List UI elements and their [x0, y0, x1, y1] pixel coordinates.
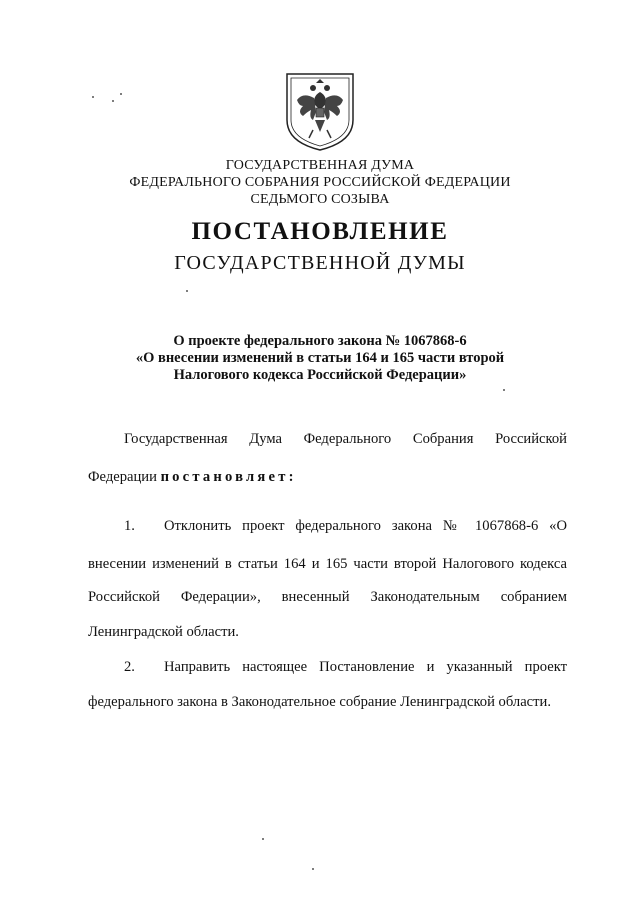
item-1-text-line-1: Отклонить проект федерального закона № 1067868-6 «О	[164, 518, 567, 534]
scan-speck	[112, 100, 114, 102]
header-line-1: ГОСУДАРСТВЕННАЯ ДУМА	[225, 158, 415, 173]
preamble-line-1: Государственная Дума Федерального Собрания Российской	[124, 431, 567, 447]
item-1-text-line-4: Ленинградской области.	[88, 624, 239, 640]
item-2-text-line-1: Направить настоящее Постановление и указанный проект	[164, 659, 567, 675]
item-2-text-line-2: федерального закона в Законодательное собрание Ленинградской области.	[88, 694, 551, 710]
header-line-3: СЕДЬМОГО СОЗЫВА	[250, 192, 390, 207]
item-2-line-1	[124, 659, 567, 676]
scan-speck	[92, 96, 94, 98]
item-1-text-line-3: Российской Федерации», внесенный Законодательным собранием	[88, 589, 567, 605]
scan-speck	[120, 93, 122, 95]
preamble-decision-word: постановляет:	[160, 469, 297, 485]
header-line-2: ФЕДЕРАЛЬНОГО СОБРАНИЯ РОССИЙСКОЙ ФЕДЕРАЦИИ	[129, 175, 511, 190]
item-2-number: 2.	[124, 659, 135, 675]
document-title: ПОСТАНОВЛЕНИЕ	[191, 218, 449, 245]
coat-of-arms-emblem	[283, 70, 357, 152]
scan-speck	[262, 838, 264, 840]
scan-speck	[312, 868, 314, 870]
subject-line-2: «О внесении изменений в статьи 164 и 165 части второй	[135, 350, 505, 366]
subject-line-1: О проекте федерального закона № 1067868-6	[173, 333, 467, 349]
scan-speck	[186, 290, 188, 292]
item-1-text-line-2: внесении изменений в статьи 164 и 165 части второй Налогового кодекса	[88, 556, 567, 572]
scan-speck	[503, 389, 505, 391]
subject-line-3: Налогового кодекса Российской Федерации»	[173, 367, 467, 383]
preamble-line-2	[88, 469, 567, 486]
item-1-line-1	[124, 518, 567, 535]
preamble-prefix: Федерации	[88, 469, 161, 485]
item-1-number: 1.	[124, 518, 135, 534]
document-subtitle: ГОСУДАРСТВЕННОЙ ДУМЫ	[174, 252, 466, 274]
